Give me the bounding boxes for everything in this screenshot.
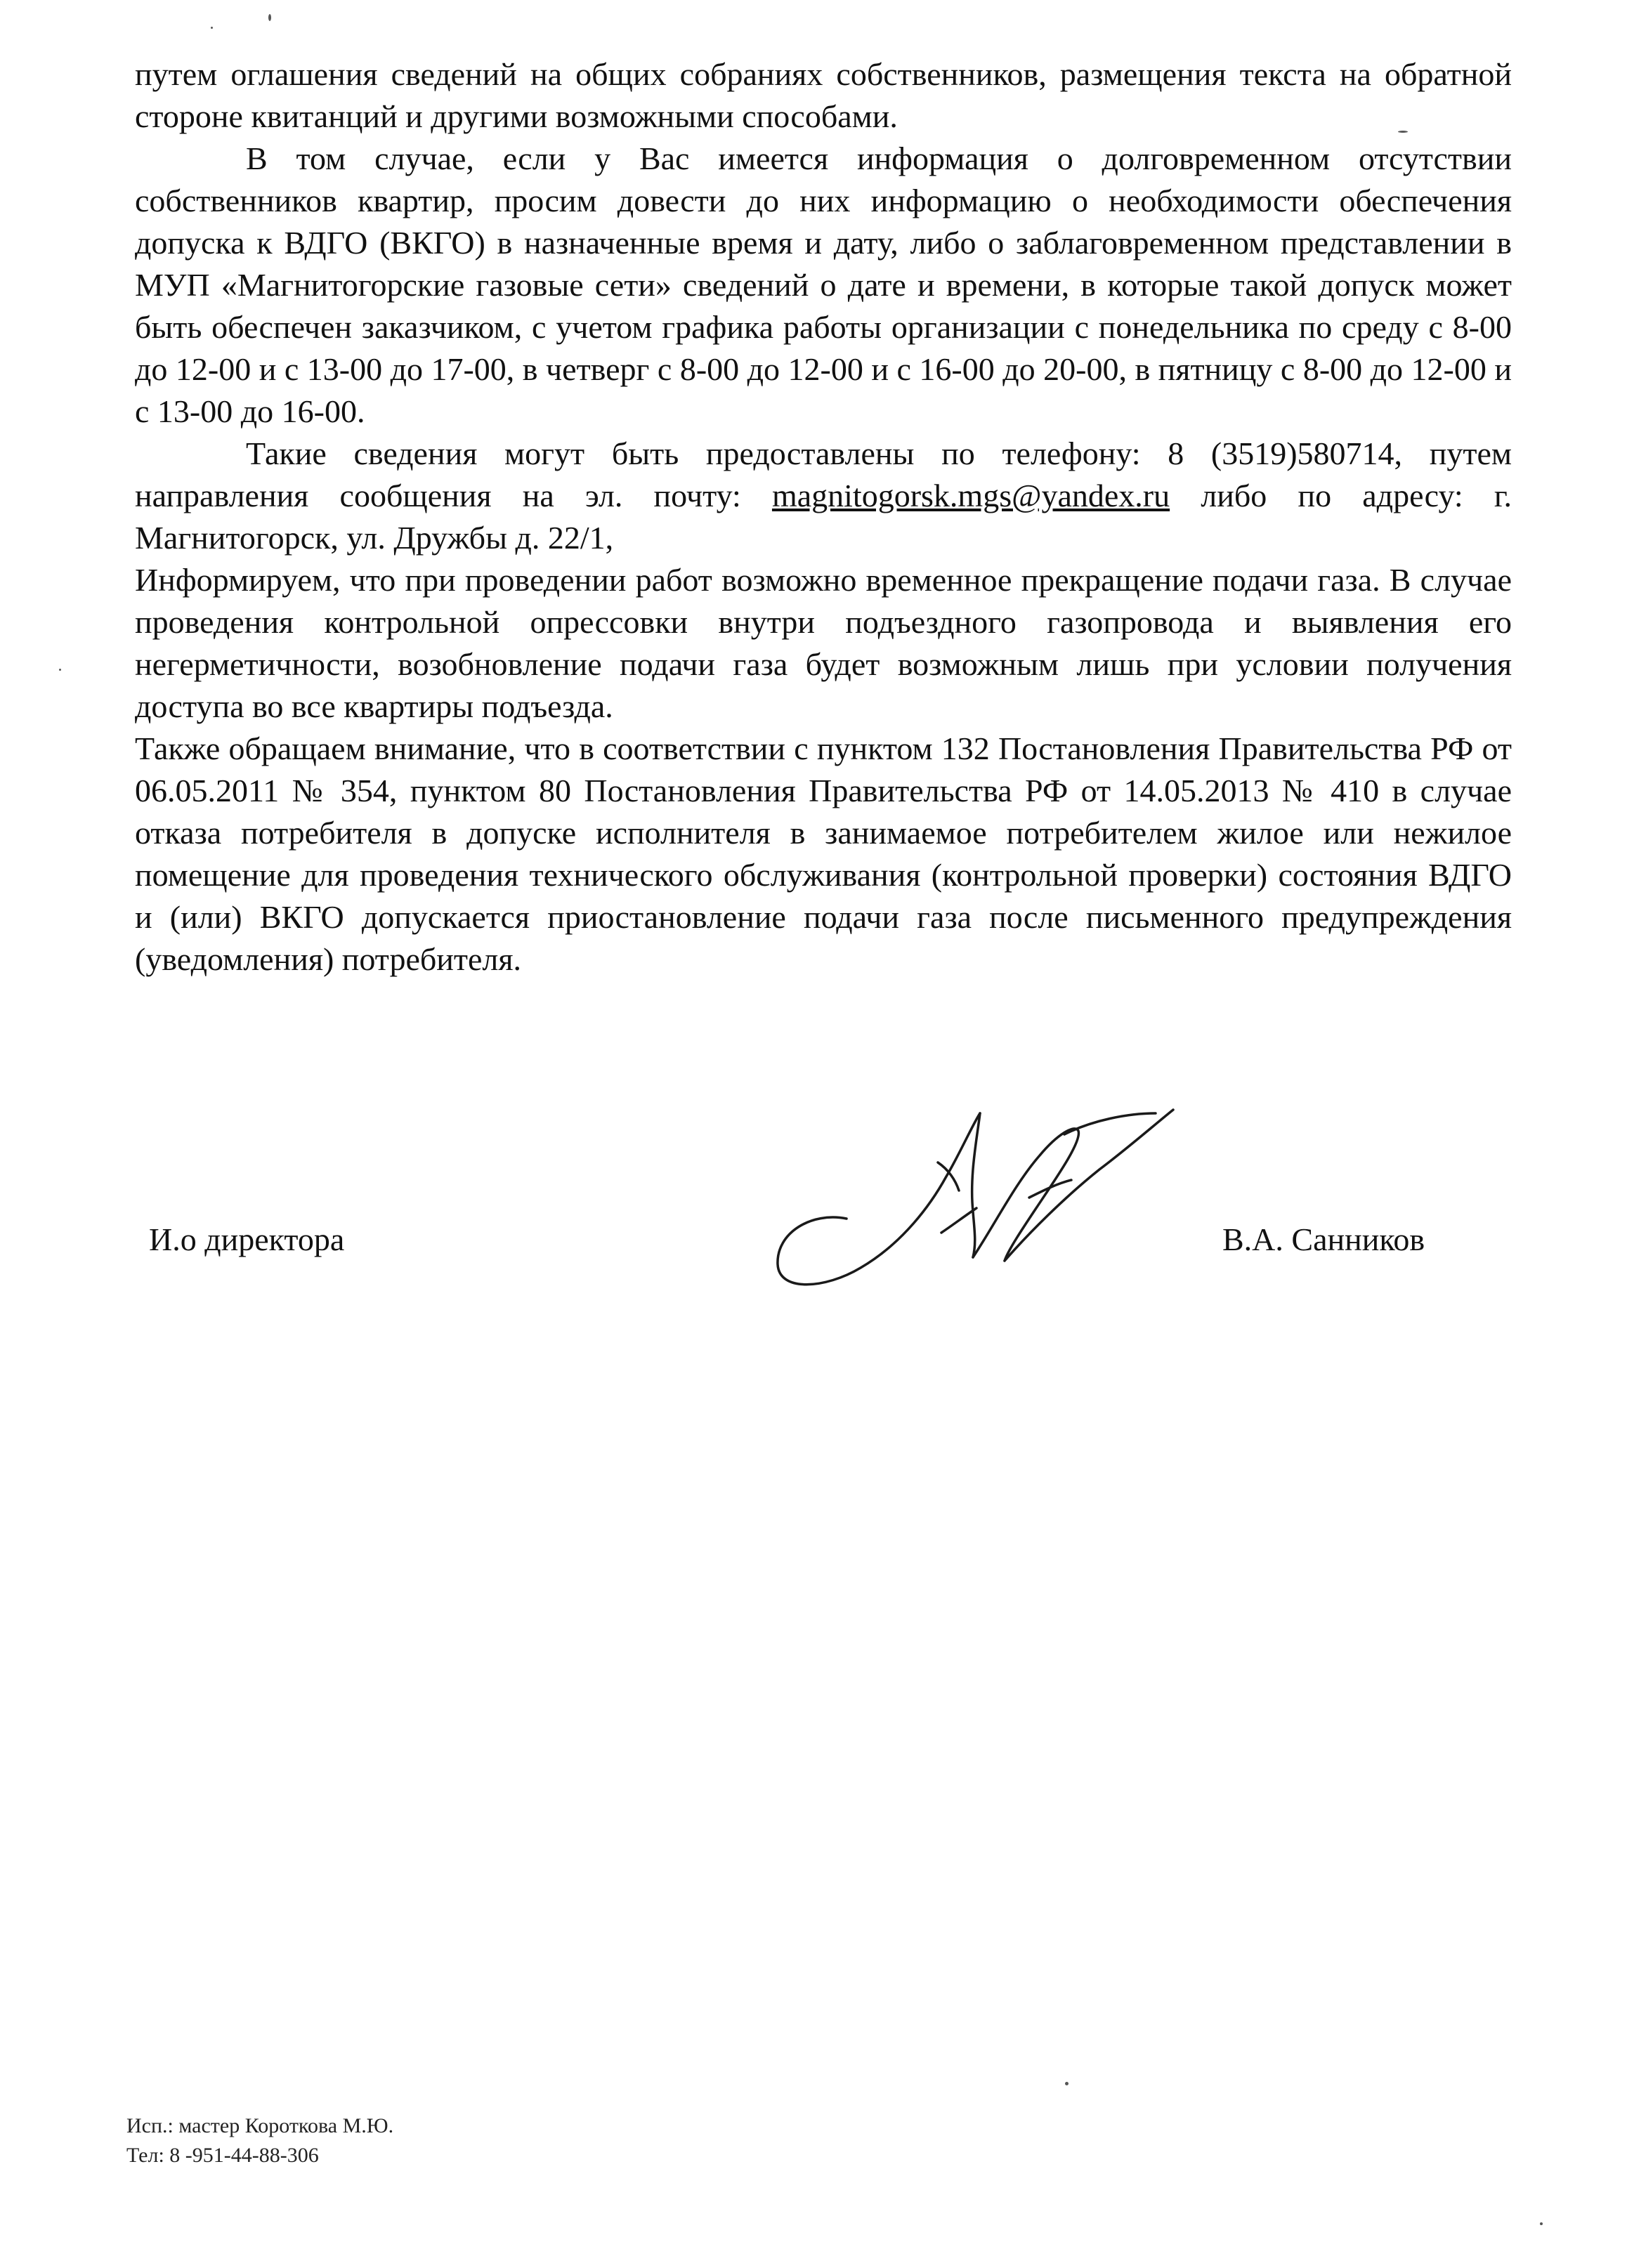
executor-phone: Тел: 8 -951-44-88-306 (126, 2144, 319, 2167)
paragraph-info-methods: путем оглашения сведений на общих собраниях собственников, размещения текста на обратной стороне квитанций и другими возможными способами. (135, 56, 1512, 134)
scan-speck (1065, 2082, 1069, 2085)
scan-speck (1540, 2222, 1543, 2225)
executor-name: Исп.: мастер Короткова М.Ю. (126, 2114, 394, 2137)
signer-title: И.о директора (149, 1221, 345, 1257)
scan-speck (268, 14, 271, 21)
scan-speck (211, 27, 213, 29)
scan-speck (1398, 131, 1408, 133)
email-link[interactable]: magnitogorsk.mgs@yandex.ru (771, 478, 1170, 513)
paragraph-legal-notice: Также обращаем внимание, что в соответствии с пунктом 132 Постановления Правительства РФ от 06.05.2011 № 354, пунктом 80 Постановления Правительства РФ от 14.05.2013 № 410 в случае отказа потребителя в допуске исполнителя в занимаемое потребителем жилое или нежилое помещение для проведения технического обслуживания (контрольной проверки) состояния ВДГО и (или) ВКГО допускается приостановление подачи газа после письменного предупреждения (уведомления) потребителя. (135, 730, 1512, 977)
scan-speck (59, 669, 61, 671)
paragraph-absent-owners: В том случае, если у Вас имеется информация о долговременном отсутствии собственников квартир, просим довести до них информацию о необходимости обеспечения допуска к ВДГО (ВКГО) в назначенные время и дату, либо о заблаговременном представлении в МУП «Магнитогорские газовые сети» сведений о дате и времени, в которые такой допуск может быть обеспечен заказчиком, с учетом графика работы организации с понедельника по среду с 8-00 до 12-00 и с 13-00 до 17-00, в четверг с 8-00 до 12-00 и с 16-00 до 20-00, в пятницу с 8-00 до 12-00 и с 13-00 до 16-00. (135, 140, 1512, 429)
contact-text-before: Такие сведения могут быть предоставлены по телефону: 8 (3519)580714, путем направления сообщения на эл. почту: (135, 435, 1512, 513)
paragraph-contact (135, 433, 1512, 559)
letter-body (135, 53, 1512, 981)
signer-name: В.А. Санников (1222, 1221, 1425, 1257)
executor-footer (126, 2111, 393, 2170)
signature-row (0, 1219, 1627, 1275)
paragraph-gas-interruption: Информируем, что при проведении работ возможно временное прекращение подачи газа. В случае проведения контрольной опрессовки внутри подъездного газопровода и выявления его негерметичности, возобновление подачи газа будет возможным лишь при условии получения доступа во все квартиры подъезда. (135, 562, 1512, 724)
contact-text-after: либо по адресу: г. Магнитогорск, ул. Дружбы д. 22/1, (135, 478, 1512, 556)
